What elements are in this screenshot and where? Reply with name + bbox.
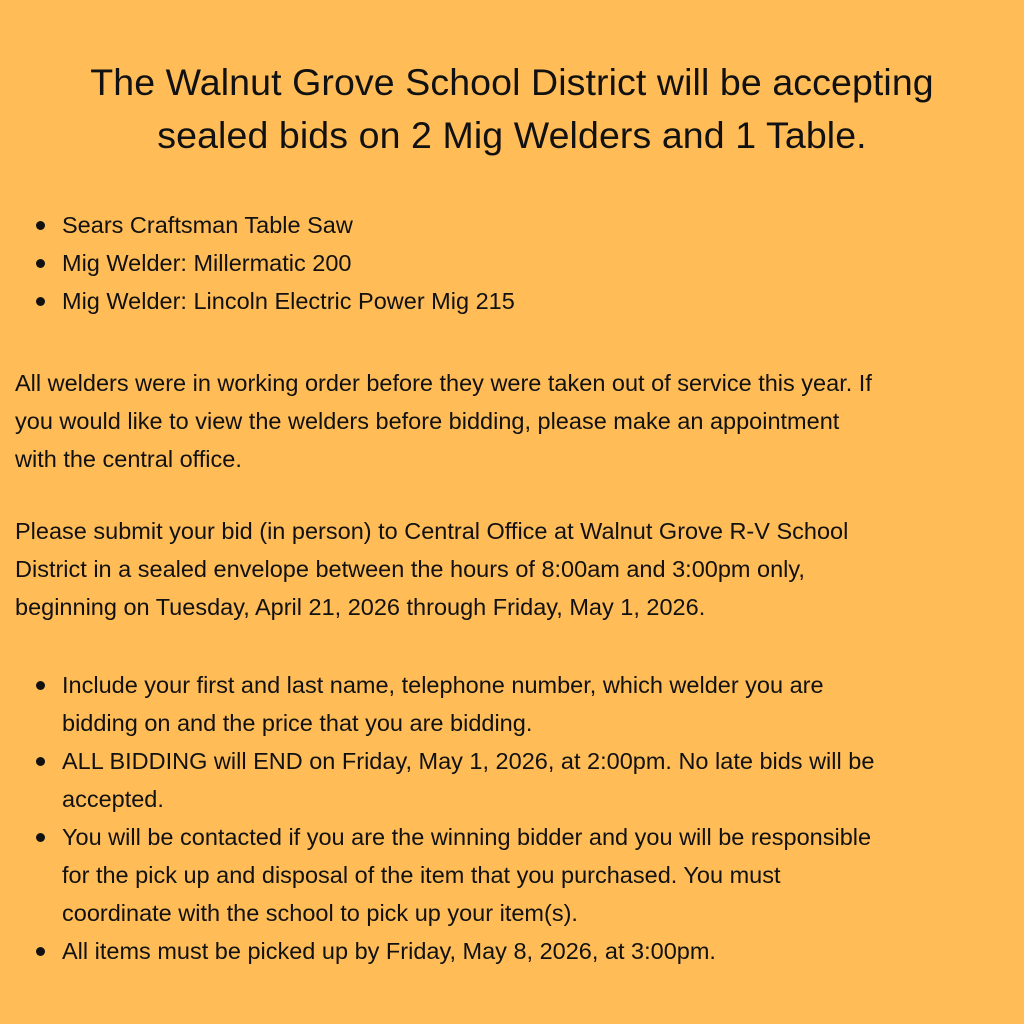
item-label: Sears Craftsman Table Saw <box>62 212 353 238</box>
rule-line: Include your first and last name, telephone number, which welder you are <box>62 672 824 698</box>
list-item <box>0 932 990 970</box>
items-for-bid-list <box>0 206 980 320</box>
rule-line: coordinate with the school to pick up your item(s). <box>62 900 578 926</box>
list-item <box>0 742 990 818</box>
bullet-icon <box>36 833 45 842</box>
submission-paragraph <box>15 512 1005 626</box>
paragraph-line: All welders were in working order before they were taken out of service this year. If <box>15 370 872 396</box>
working-order-paragraph <box>15 364 1005 478</box>
paragraph-line: you would like to view the welders before bidding, please make an appointment <box>15 408 840 434</box>
bullet-icon <box>36 757 45 766</box>
list-item <box>0 818 990 932</box>
bullet-icon <box>36 297 45 306</box>
bid-rules-list <box>0 666 990 970</box>
list-item <box>0 666 990 742</box>
rule-line: You will be contacted if you are the winning bidder and you will be responsible <box>62 824 872 850</box>
rule-line: ALL BIDDING will END on Friday, May 1, 2026, at 2:00pm. No late bids will be <box>62 748 875 774</box>
paragraph-line: beginning on Tuesday, April 21, 2026 through Friday, May 1, 2026. <box>15 594 706 620</box>
rule-line: accepted. <box>62 786 164 812</box>
bullet-icon <box>36 221 45 230</box>
item-label: Mig Welder: Millermatic 200 <box>62 250 352 276</box>
bullet-icon <box>36 259 45 268</box>
bullet-icon <box>36 681 45 690</box>
paragraph-line: with the central office. <box>15 446 242 472</box>
bullet-icon <box>36 947 45 956</box>
item-label: Mig Welder: Lincoln Electric Power Mig 215 <box>62 288 515 314</box>
list-item <box>0 244 980 282</box>
title-line-2: sealed bids on 2 Mig Welders and 1 Table. <box>157 114 867 156</box>
list-item <box>0 282 980 320</box>
title-line-1: The Walnut Grove School District will be accepting <box>90 61 934 103</box>
page-title <box>20 56 1004 162</box>
paragraph-line: District in a sealed envelope between the hours of 8:00am and 3:00pm only, <box>15 556 805 582</box>
paragraph-line: Please submit your bid (in person) to Central Office at Walnut Grove R-V School <box>15 518 849 544</box>
rule-line: All items must be picked up by Friday, May 8, 2026, at 3:00pm. <box>62 938 716 964</box>
rule-line: for the pick up and disposal of the item that you purchased. You must <box>62 862 781 888</box>
rule-line: bidding on and the price that you are bidding. <box>62 710 533 736</box>
list-item <box>0 206 980 244</box>
